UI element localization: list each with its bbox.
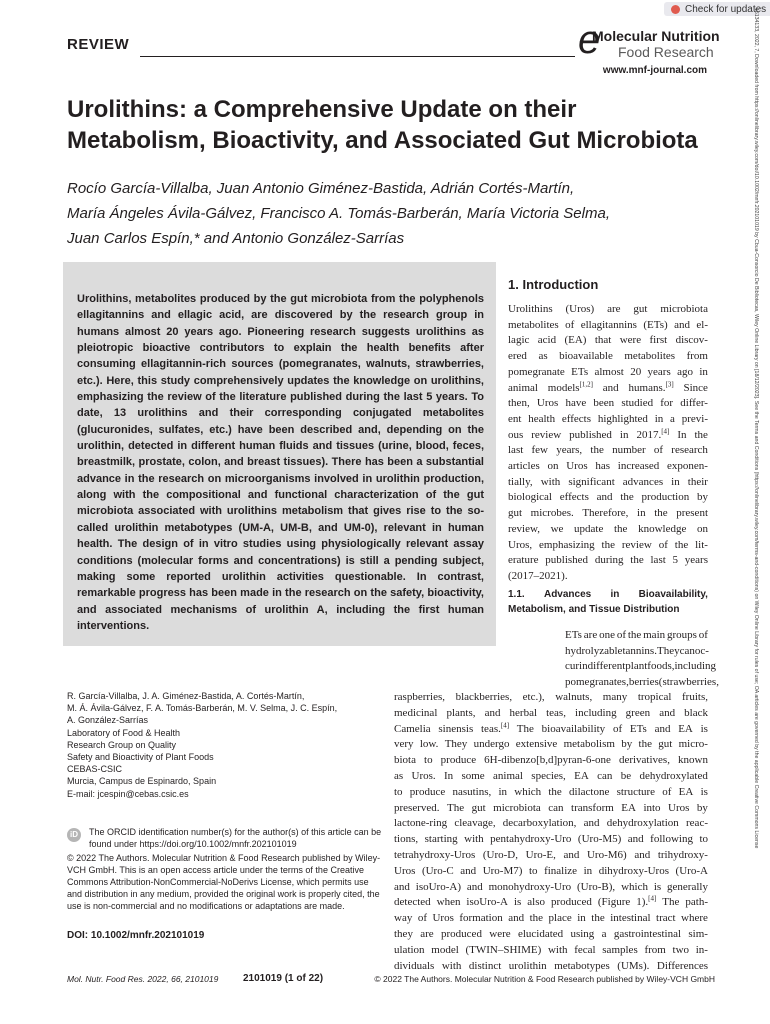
- author-line: María Ángeles Ávila-Gálvez, Francisco A. Tomás-Barberán, María Victoria Selma,: [67, 205, 610, 222]
- download-sidebar: [751, 0, 769, 1024]
- text-line: as Uros. In some animal species, EA can be dehydroxylated: [394, 769, 708, 782]
- text-line: ent health effects highlighted in a previ-: [508, 412, 708, 425]
- text-line: medicinal plants, and herbal teas, including green and black: [394, 706, 708, 719]
- text-line: biological effects and the production by: [508, 491, 708, 504]
- logo-glyph: e: [578, 18, 601, 62]
- journal-logo: [578, 18, 720, 64]
- footer-citation: Mol. Nutr. Food Res. 2022, 66, 2101019: [67, 974, 219, 984]
- affiliation-line: CEBAS-CSIC: [67, 764, 123, 775]
- orcid-text[interactable]: The ORCID identification number(s) for the author(s) of this article can be found under https://doi.org/10.1002/mnfr.202101019: [89, 827, 382, 849]
- license-note: © 2022 The Authors. Molecular Nutrition & Food Research published by Wiley-VCH GmbH. This is an open access article under the terms of the Creative Commons Attribution-NonCommercial-NoDerivs License, which permits use and distribution in any medium, provided the original work is properly cited, the use is non-commercial and no modifications or adaptations are made.: [67, 853, 381, 912]
- text-line: erature published during the last 5 years: [508, 554, 708, 567]
- affiliation-line: R. García-Villalba, J. A. Giménez-Bastida, A. Cortés-Martín,: [67, 691, 305, 701]
- logo-line-2: Food Research: [618, 44, 714, 60]
- doi-link[interactable]: DOI: 10.1002/mnfr.202101019: [67, 930, 205, 941]
- text-line: raspberries, blackberries, etc.), walnuts, many tropical fruits,: [394, 691, 708, 703]
- abstract-box: [63, 262, 496, 646]
- header-rule: [140, 56, 575, 57]
- affiliation-line: M. Á. Ávila-Gálvez, F. A. Tomás-Barberán, M. V. Selma, J. C. Espín,: [67, 703, 338, 714]
- affiliation-line: Murcia, Campus de Espinardo, Spain: [67, 776, 217, 787]
- footer-page-number: 2101019 (1 of 22): [243, 973, 324, 984]
- text-line: metabolites of ellagitannins (ETs) and el-: [508, 318, 708, 331]
- text-line: to produce nasutins, in which the dilactone structure of EA is: [394, 785, 708, 798]
- text-line: lactone-ring cleavage, decarboxylation, and dehydroxylation reac-: [394, 817, 708, 830]
- text-line: Camelia sinensis teas.[4] The bioavailability of ETs and EA is: [394, 720, 708, 735]
- text-line: ulation model (TWIN–SHIME) with fecal samples from two in-: [394, 943, 708, 956]
- text-line: and isoUro-A) and monohydroxy-Uro (Uro-B), which is generally: [394, 880, 708, 893]
- text-line: they are produced were elucidated using a gastrointestinal sim-: [394, 927, 708, 940]
- text-line: Uros, emphasizing the review of the lit-: [508, 538, 708, 551]
- subsection-heading: [508, 587, 708, 617]
- text-line: gut microbes. Therefore, in the present: [508, 507, 708, 520]
- text-line: Urolithins (Uros) are gut microbiota: [508, 303, 708, 315]
- subsection-word: Advances: [543, 589, 592, 600]
- section-heading-introduction: 1. Introduction: [508, 277, 599, 292]
- footer-copyright: © 2022 The Authors. Molecular Nutrition & Food Research published by Wiley-VCH GmbH: [374, 974, 715, 984]
- section-label: REVIEW: [67, 36, 130, 53]
- text-line: way of Uros formation and the place in the intestinal tract where: [394, 912, 708, 925]
- text-line: tially, with significant advances in their: [508, 475, 708, 488]
- contact-email[interactable]: E-mail: jcespin@cebas.csic.es: [67, 788, 189, 799]
- text-line: pomegranate ETs almost 20 years ago in: [508, 365, 708, 378]
- body-paragraph-narrow: [565, 628, 719, 691]
- text-line: hydrolyzable tannins. They can oc-: [565, 644, 709, 657]
- sidebar-text[interactable]: 16134133, 2022, 7, Downloaded from https://onlinelibrary.wiley.com/doi/10.1002/mnfr.202101019 by Cbua-Consorcio De Bibliotecas, Wiley Online Library on [18/12/2023]. See the Terms and Conditions (https://onlinelibrary.wiley.com/terms-and-conditions) on Wiley Online Library for rules of use; OA articles are governed by the applicable Creative Commons License: [753, 8, 759, 849]
- check-for-updates-label: Check for updates: [685, 3, 767, 15]
- subsection-line-2: Metabolism, and Tissue Distribution: [508, 604, 680, 615]
- affiliation-block: [67, 690, 387, 800]
- text-line: ETs are one of the main groups of: [565, 629, 708, 641]
- text-line: very low. They undergo extensive metabolism by the gut micro-: [394, 738, 708, 751]
- text-line: detected when isoUro-A is also produced (Figure 1).[4] The path-: [394, 894, 708, 909]
- logo-line-1: Molecular Nutrition: [592, 28, 720, 44]
- text-line: last few years, the number of research: [508, 444, 708, 457]
- abstract-text: Urolithins, metabolites produced by the gut microbiota from the polyphenols ellagitannins and ellagic acid, are discovered by the research group in humans almost 20 years ago. Pioneering research suggests urolithins as pleiotropic bioactive contributors to explain the health benefits after consuming ellagitannin-rich sources (pomegranates, walnuts, strawberries, etc.). Here, this study comprehensively updates the knowledge on urolithins, emphasizing the review of the literature published during the last 5 years. To date, 13 urolithins and their corresponding conjugated metabolites (glucuronides, sulfates, etc.) have been described and, depending on the urolithin, detected in different human fluids and tissues (urine, blood, feces, breastmilk, prostate, colon, and breast tissues). There has been a substantial advance in the research on microorganisms involved in urolithin production, along with the compositional and functional characterization of the gut microbiota associated with urolithins metabolism that gives rise to the so-called urolithin metabotypes (UM-A, UM-B, and UM-0), relevant in human health. The design of in vitro studies using physiologically relevant assay conditions (molecular forms and concentrations) is still a pending subject, making some reported urolithin activities questionable. In contrast, remarkable progress has been made in the research on the safety, bioactivity, and associated mechanisms of urolithin A, including the first human interventions.: [77, 293, 484, 632]
- text-line: review, we update the knowledge on: [508, 522, 708, 535]
- author-line: Rocío García-Villalba, Juan Antonio Giménez-Bastida, Adrián Cortés-Martín,: [67, 180, 575, 197]
- journal-url[interactable]: www.mnf-journal.com: [602, 65, 707, 76]
- text-line: dividuals with distinct urolithin metabotypes (UMs). Differences: [394, 959, 708, 972]
- text-line: then, Uros have been studied for differ-: [508, 397, 708, 410]
- text-line: biota to produce 6H-dibenzo[b,d]pyran-6-one derivatives, known: [394, 754, 708, 767]
- text-line: Uros (Uro-C and Uro-M7) to finalize in dihydroxy-Uros (Uro-A: [394, 864, 708, 877]
- body-paragraph-wide: [394, 690, 708, 974]
- affiliation-line: Laboratory of Food & Health: [67, 727, 181, 738]
- author-list: [67, 176, 687, 251]
- orcid-note: [67, 827, 387, 850]
- article-title: Urolithins: a Comprehensive Update on their Metabolism, Bioactivity, and Associated Gut Microbiota: [67, 96, 698, 154]
- subsection-word: in: [610, 589, 620, 600]
- text-line: lagic acid (EA) that were first discov-: [508, 334, 708, 347]
- affiliation-line: Safety and Bioactivity of Plant Foods: [67, 752, 214, 763]
- update-icon: [671, 5, 680, 14]
- subsection-number: 1.1.: [508, 589, 525, 600]
- author-line: Juan Carlos Espín,* and Antonio González-Sarrías: [67, 230, 405, 247]
- introduction-paragraph: [508, 302, 708, 585]
- text-line: ous review published in 2017.[4] In the: [508, 426, 708, 441]
- text-line: (2017–2021).: [508, 569, 568, 582]
- text-line: articles on Uros has increased exponen-: [508, 460, 708, 473]
- text-line: tetrahydroxy-Uros (Uro-D, Uro-E, and Uro-M6) and trihydroxy-: [394, 848, 708, 861]
- affiliation-line: A. González-Sarrías: [67, 715, 149, 726]
- text-line: ered as bioavailable metabolites from: [508, 350, 708, 363]
- text-line: tions, starting with pentahydroxy-Uro (Uro-M5) and following to: [394, 833, 708, 846]
- text-line: animal models[1,2] and humans.[3] Since: [508, 379, 708, 394]
- subsection-word: Bioavailability,: [638, 589, 708, 600]
- orcid-icon: iD: [67, 828, 81, 842]
- affiliation-line: Research Group on Quality: [67, 739, 177, 750]
- text-line: pomegranates, berries (strawberries,: [565, 676, 719, 689]
- text-line: cur in different plant foods, including: [565, 660, 717, 673]
- text-line: preserved. The gut microbiota can transform EA into Uros by: [394, 801, 708, 814]
